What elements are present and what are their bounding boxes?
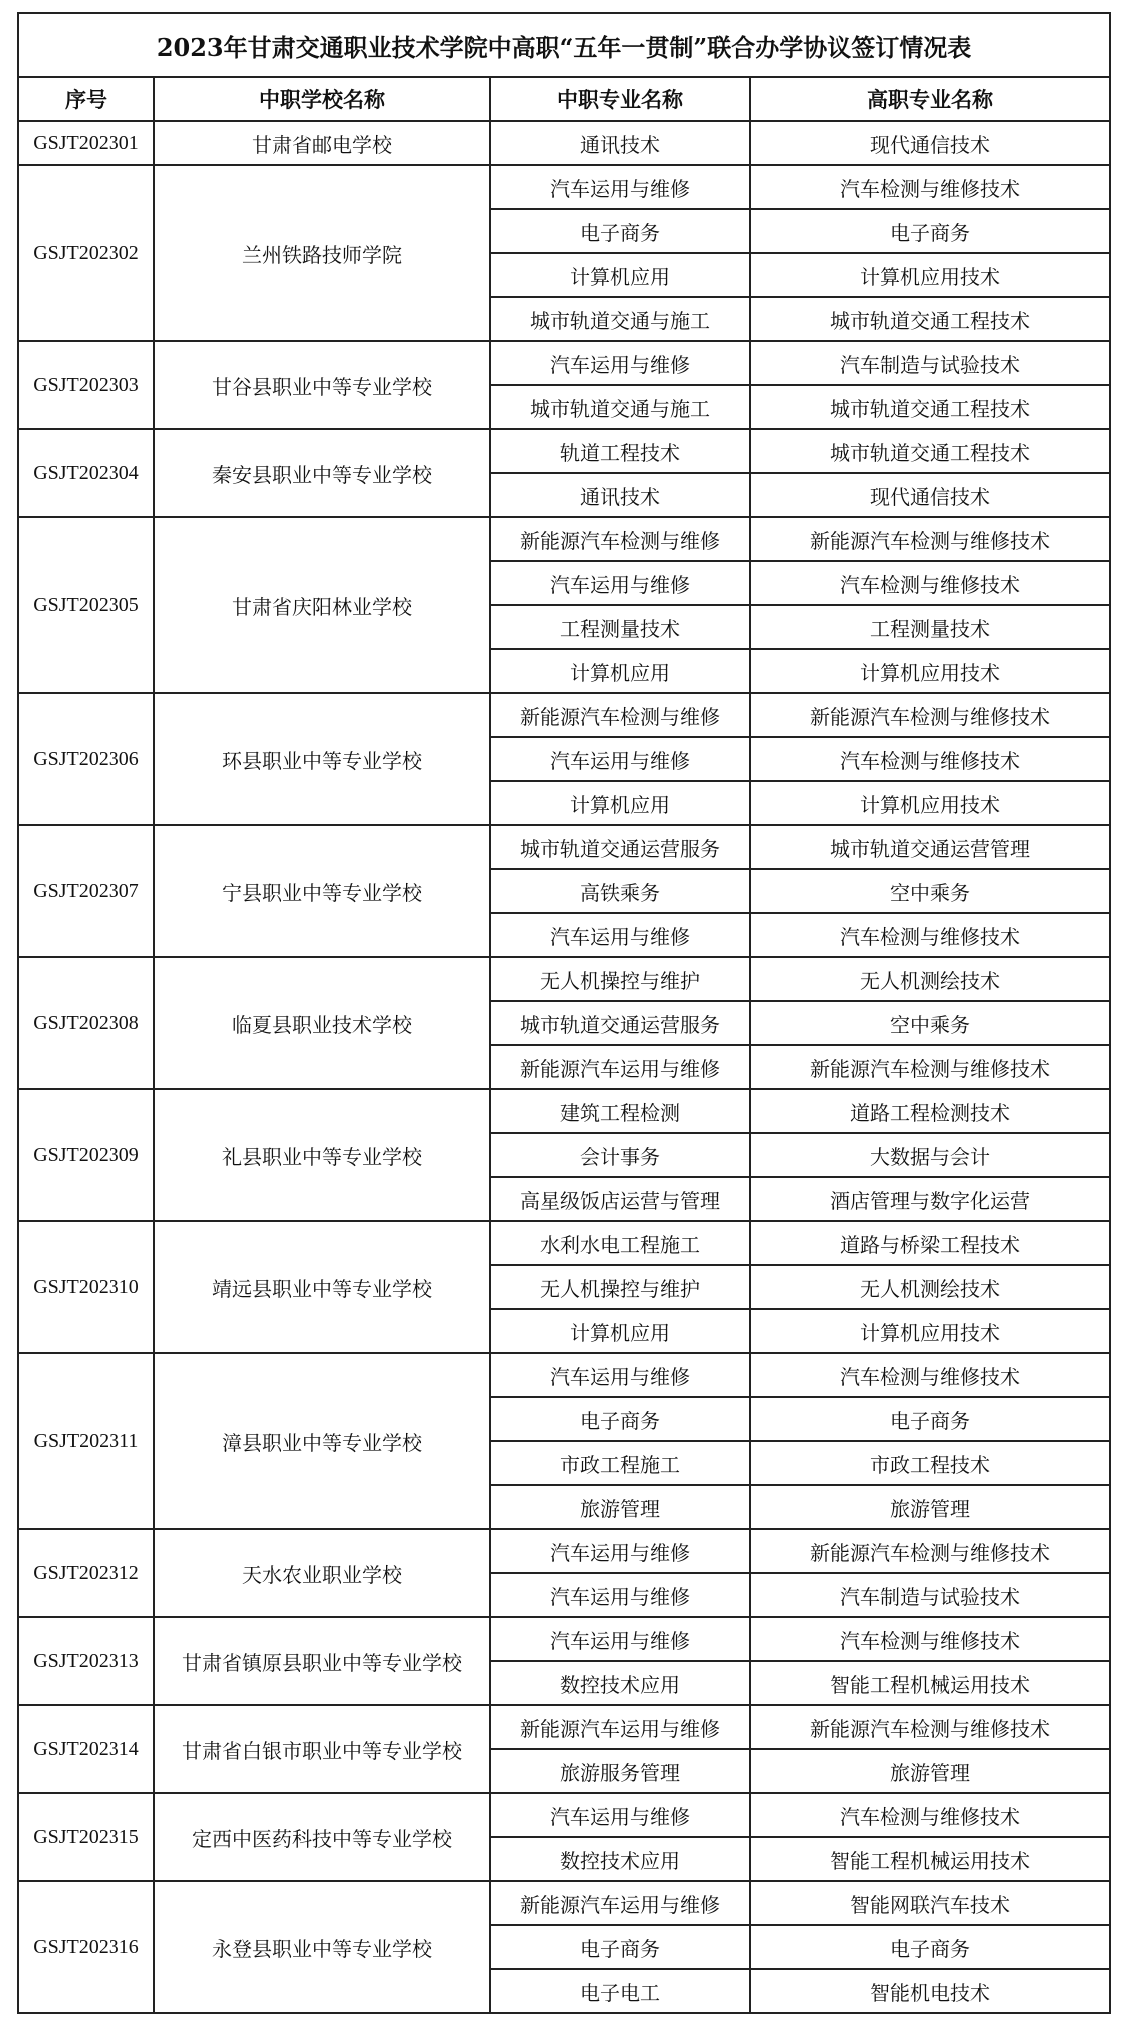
school-name-cell: 宁县职业中等专业学校 <box>154 825 490 957</box>
secondary-major-cell: 计算机应用 <box>490 253 750 297</box>
table-row <box>18 957 1110 1001</box>
secondary-major-cell: 水利水电工程施工 <box>490 1221 750 1265</box>
table-body <box>18 121 1110 2013</box>
title-row <box>18 13 1110 77</box>
higher-major-cell: 智能机电技术 <box>750 1969 1110 2013</box>
higher-major-cell: 智能工程机械运用技术 <box>750 1837 1110 1881</box>
secondary-major-cell: 市政工程施工 <box>490 1441 750 1485</box>
table-row <box>18 429 1110 473</box>
higher-major-cell: 空中乘务 <box>750 869 1110 913</box>
secondary-major-cell: 汽车运用与维修 <box>490 561 750 605</box>
higher-major-cell: 智能工程机械运用技术 <box>750 1661 1110 1705</box>
secondary-major-cell: 新能源汽车检测与维修 <box>490 517 750 561</box>
table-row <box>18 1705 1110 1749</box>
serial-cell: GSJT202302 <box>18 165 154 341</box>
secondary-major-cell: 通讯技术 <box>490 121 750 165</box>
secondary-major-cell: 工程测量技术 <box>490 605 750 649</box>
table-row <box>18 1353 1110 1397</box>
school-name-cell: 甘肃省白银市职业中等专业学校 <box>154 1705 490 1793</box>
higher-major-cell: 市政工程技术 <box>750 1441 1110 1485</box>
serial-cell: GSJT202304 <box>18 429 154 517</box>
secondary-major-cell: 新能源汽车运用与维修 <box>490 1045 750 1089</box>
secondary-major-cell: 汽车运用与维修 <box>490 1353 750 1397</box>
secondary-major-cell: 计算机应用 <box>490 649 750 693</box>
table-row <box>18 1881 1110 1925</box>
secondary-major-cell: 汽车运用与维修 <box>490 341 750 385</box>
school-name-cell: 定西中医药科技中等专业学校 <box>154 1793 490 1881</box>
higher-major-cell: 汽车检测与维修技术 <box>750 913 1110 957</box>
secondary-major-cell: 汽车运用与维修 <box>490 1617 750 1661</box>
header-serial: 序号 <box>18 77 154 121</box>
secondary-major-cell: 新能源汽车检测与维修 <box>490 693 750 737</box>
higher-major-cell: 电子商务 <box>750 1397 1110 1441</box>
table-title: 2023年甘肃交通职业技术学院中高职“五年一贯制”联合办学协议签订情况表 <box>18 13 1110 77</box>
higher-major-cell: 计算机应用技术 <box>750 649 1110 693</box>
school-name-cell: 环县职业中等专业学校 <box>154 693 490 825</box>
table-row <box>18 1089 1110 1133</box>
serial-cell: GSJT202313 <box>18 1617 154 1705</box>
secondary-major-cell: 城市轨道交通运营服务 <box>490 1001 750 1045</box>
table-row <box>18 1617 1110 1661</box>
secondary-major-cell: 汽车运用与维修 <box>490 1529 750 1573</box>
secondary-major-cell: 新能源汽车运用与维修 <box>490 1705 750 1749</box>
higher-major-cell: 无人机测绘技术 <box>750 957 1110 1001</box>
higher-major-cell: 道路与桥梁工程技术 <box>750 1221 1110 1265</box>
serial-cell: GSJT202316 <box>18 1881 154 2013</box>
secondary-major-cell: 城市轨道交通与施工 <box>490 297 750 341</box>
secondary-major-cell: 数控技术应用 <box>490 1837 750 1881</box>
secondary-major-cell: 电子商务 <box>490 1925 750 1969</box>
higher-major-cell: 新能源汽车检测与维修技术 <box>750 1529 1110 1573</box>
agreement-table-sheet <box>17 12 1109 2014</box>
school-name-cell: 永登县职业中等专业学校 <box>154 1881 490 2013</box>
higher-major-cell: 酒店管理与数字化运营 <box>750 1177 1110 1221</box>
higher-major-cell: 电子商务 <box>750 209 1110 253</box>
school-name-cell: 秦安县职业中等专业学校 <box>154 429 490 517</box>
serial-cell: GSJT202309 <box>18 1089 154 1221</box>
secondary-major-cell: 计算机应用 <box>490 781 750 825</box>
higher-major-cell: 无人机测绘技术 <box>750 1265 1110 1309</box>
higher-major-cell: 计算机应用技术 <box>750 1309 1110 1353</box>
secondary-major-cell: 高铁乘务 <box>490 869 750 913</box>
header-higher-major: 高职专业名称 <box>750 77 1110 121</box>
secondary-major-cell: 数控技术应用 <box>490 1661 750 1705</box>
secondary-major-cell: 高星级饭店运营与管理 <box>490 1177 750 1221</box>
table-row <box>18 1793 1110 1837</box>
higher-major-cell: 汽车检测与维修技术 <box>750 1617 1110 1661</box>
serial-cell: GSJT202305 <box>18 517 154 693</box>
serial-cell: GSJT202310 <box>18 1221 154 1353</box>
higher-major-cell: 大数据与会计 <box>750 1133 1110 1177</box>
school-name-cell: 甘肃省庆阳林业学校 <box>154 517 490 693</box>
higher-major-cell: 计算机应用技术 <box>750 781 1110 825</box>
secondary-major-cell: 建筑工程检测 <box>490 1089 750 1133</box>
secondary-major-cell: 会计事务 <box>490 1133 750 1177</box>
secondary-major-cell: 电子商务 <box>490 209 750 253</box>
higher-major-cell: 城市轨道交通工程技术 <box>750 429 1110 473</box>
higher-major-cell: 旅游管理 <box>750 1485 1110 1529</box>
serial-cell: GSJT202315 <box>18 1793 154 1881</box>
higher-major-cell: 现代通信技术 <box>750 473 1110 517</box>
table-row <box>18 825 1110 869</box>
table-row <box>18 341 1110 385</box>
higher-major-cell: 城市轨道交通工程技术 <box>750 385 1110 429</box>
higher-major-cell: 新能源汽车检测与维修技术 <box>750 1045 1110 1089</box>
secondary-major-cell: 计算机应用 <box>490 1309 750 1353</box>
secondary-major-cell: 无人机操控与维护 <box>490 957 750 1001</box>
serial-cell: GSJT202311 <box>18 1353 154 1529</box>
higher-major-cell: 计算机应用技术 <box>750 253 1110 297</box>
secondary-major-cell: 新能源汽车运用与维修 <box>490 1881 750 1925</box>
secondary-major-cell: 旅游管理 <box>490 1485 750 1529</box>
agreement-table <box>17 12 1111 2014</box>
higher-major-cell: 汽车检测与维修技术 <box>750 1353 1110 1397</box>
table-row <box>18 165 1110 209</box>
header-secondary-major: 中职专业名称 <box>490 77 750 121</box>
school-name-cell: 甘肃省邮电学校 <box>154 121 490 165</box>
higher-major-cell: 城市轨道交通运营管理 <box>750 825 1110 869</box>
higher-major-cell: 旅游管理 <box>750 1749 1110 1793</box>
higher-major-cell: 新能源汽车检测与维修技术 <box>750 693 1110 737</box>
secondary-major-cell: 旅游服务管理 <box>490 1749 750 1793</box>
serial-cell: GSJT202306 <box>18 693 154 825</box>
higher-major-cell: 汽车制造与试验技术 <box>750 341 1110 385</box>
serial-cell: GSJT202303 <box>18 341 154 429</box>
table-row <box>18 693 1110 737</box>
higher-major-cell: 汽车检测与维修技术 <box>750 1793 1110 1837</box>
header-row <box>18 77 1110 121</box>
school-name-cell: 临夏县职业技术学校 <box>154 957 490 1089</box>
serial-cell: GSJT202308 <box>18 957 154 1089</box>
serial-cell: GSJT202307 <box>18 825 154 957</box>
serial-cell: GSJT202312 <box>18 1529 154 1617</box>
serial-cell: GSJT202301 <box>18 121 154 165</box>
secondary-major-cell: 电子电工 <box>490 1969 750 2013</box>
secondary-major-cell: 汽车运用与维修 <box>490 1793 750 1837</box>
secondary-major-cell: 电子商务 <box>490 1397 750 1441</box>
higher-major-cell: 城市轨道交通工程技术 <box>750 297 1110 341</box>
school-name-cell: 天水农业职业学校 <box>154 1529 490 1617</box>
secondary-major-cell: 轨道工程技术 <box>490 429 750 473</box>
higher-major-cell: 汽车制造与试验技术 <box>750 1573 1110 1617</box>
higher-major-cell: 智能网联汽车技术 <box>750 1881 1110 1925</box>
higher-major-cell: 道路工程检测技术 <box>750 1089 1110 1133</box>
school-name-cell: 甘肃省镇原县职业中等专业学校 <box>154 1617 490 1705</box>
secondary-major-cell: 通讯技术 <box>490 473 750 517</box>
secondary-major-cell: 汽车运用与维修 <box>490 737 750 781</box>
higher-major-cell: 现代通信技术 <box>750 121 1110 165</box>
table-row <box>18 1529 1110 1573</box>
higher-major-cell: 电子商务 <box>750 1925 1110 1969</box>
school-name-cell: 礼县职业中等专业学校 <box>154 1089 490 1221</box>
higher-major-cell: 汽车检测与维修技术 <box>750 165 1110 209</box>
school-name-cell: 兰州铁路技师学院 <box>154 165 490 341</box>
school-name-cell: 甘谷县职业中等专业学校 <box>154 341 490 429</box>
higher-major-cell: 汽车检测与维修技术 <box>750 561 1110 605</box>
higher-major-cell: 新能源汽车检测与维修技术 <box>750 1705 1110 1749</box>
secondary-major-cell: 无人机操控与维护 <box>490 1265 750 1309</box>
school-name-cell: 靖远县职业中等专业学校 <box>154 1221 490 1353</box>
secondary-major-cell: 城市轨道交通与施工 <box>490 385 750 429</box>
header-school-name: 中职学校名称 <box>154 77 490 121</box>
secondary-major-cell: 汽车运用与维修 <box>490 165 750 209</box>
school-name-cell: 漳县职业中等专业学校 <box>154 1353 490 1529</box>
table-row <box>18 121 1110 165</box>
secondary-major-cell: 汽车运用与维修 <box>490 913 750 957</box>
table-row <box>18 1221 1110 1265</box>
higher-major-cell: 汽车检测与维修技术 <box>750 737 1110 781</box>
secondary-major-cell: 城市轨道交通运营服务 <box>490 825 750 869</box>
higher-major-cell: 空中乘务 <box>750 1001 1110 1045</box>
table-row <box>18 517 1110 561</box>
serial-cell: GSJT202314 <box>18 1705 154 1793</box>
higher-major-cell: 工程测量技术 <box>750 605 1110 649</box>
secondary-major-cell: 汽车运用与维修 <box>490 1573 750 1617</box>
higher-major-cell: 新能源汽车检测与维修技术 <box>750 517 1110 561</box>
